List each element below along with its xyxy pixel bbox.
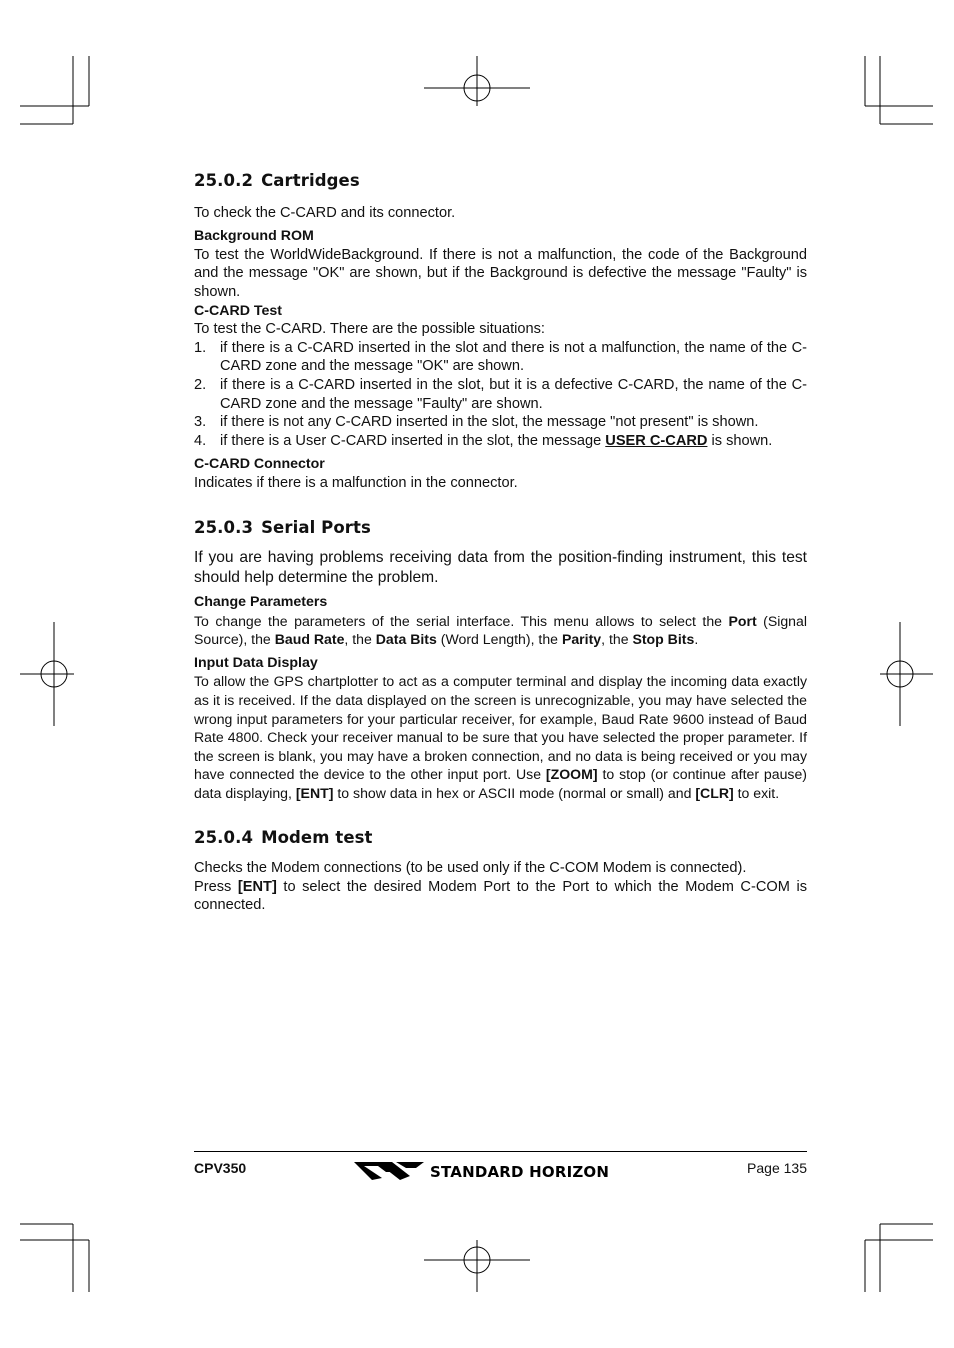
- page-content: [194, 172, 807, 915]
- ccard-test-intro: To test the C-CARD. There are the possible situations:: [194, 321, 545, 338]
- registration-target-top: [424, 56, 530, 106]
- footer-page-number: Page 135: [747, 1160, 807, 1176]
- section-heading-modem-test: 25.0.4 Modem test: [194, 827, 373, 847]
- list-item: 2. if there is a C-CARD inserted in the slot, but it is a defective C-CARD, the name of the C-CARD zone and the message "Faulty" are shown.: [194, 376, 807, 412]
- standard-horizon-logo: [352, 1158, 652, 1184]
- user-ccard-message: USER C-CARD: [605, 432, 708, 449]
- ccard-test-list: [194, 339, 807, 451]
- section-heading-cartridges: 25.0.2 Cartridges: [194, 171, 360, 190]
- footer-rule: [194, 1151, 807, 1152]
- subheading-input-data-display: Input Data Display: [194, 654, 318, 671]
- registration-target-left: [20, 622, 74, 726]
- footer-brand: STANDARD HORIZON: [430, 1163, 610, 1181]
- modem-test-line1: Checks the Modem connections (to be used only if the C-COM Modem is connected).: [194, 860, 747, 877]
- list-item: 3. if there is not any C-CARD inserted in the slot, the message "not present" is shown.: [194, 414, 759, 431]
- change-parameters-text: To change the parameters of the serial interface. This menu allows to select the Port (Signal Source), the Baud Rate, the Data Bits (Word Length), the Parity, the Stop Bits.: [194, 612, 807, 648]
- list-item: 4. if there is a User C-CARD inserted in the slot, the message USER C-CARD is shown.: [194, 432, 773, 449]
- registration-target-right: [880, 622, 933, 726]
- cartridges-intro: To check the C-CARD and its connector.: [194, 204, 456, 221]
- ccard-connector-text: Indicates if there is a malfunction in the connector.: [194, 474, 518, 491]
- serial-ports-intro: If you are having problems receiving data from the position-finding instrument, this test should help determine the problem.: [194, 549, 807, 587]
- section-heading-serial-ports: 25.0.3 Serial Ports: [194, 517, 371, 537]
- input-data-display-text: To allow the GPS chartplotter to act as a computer terminal and display the incoming data exactly as it is received. If the data displayed on the screen is unrecognizable, you may have selected the wrong input parameters for your particular receiver, for example, Baud Rate 9600 instead of Baud Rate 4800. Check your receiver manual to be sure that you have selected the proper parameter. If the screen is blank, you may have a broken connection, and no data is being received or you may have connected the device to the other input port. Use [ZOOM] to stop (or continue after pause) data displaying, [ENT] to show data in hex or ASCII mode (normal or small) and [CLR] to exit.: [194, 673, 807, 802]
- subheading-change-parameters: Change Parameters: [194, 594, 328, 611]
- modem-test-line2: Press [ENT] to select the desired Modem Port to the Port to which the Modem C-COM is connected.: [194, 878, 807, 914]
- footer-model: CPV350: [194, 1160, 247, 1176]
- subheading-ccard-connector: C-CARD Connector: [194, 456, 325, 473]
- subheading-ccard-test: C-CARD Test: [194, 302, 283, 319]
- list-item: 1. if there is a C-CARD inserted in the slot and there is not a malfunction, the name of the C-CARD zone and the message "OK" are shown.: [194, 339, 807, 375]
- subheading-background-rom: Background ROM: [194, 228, 314, 245]
- registration-target-bottom: [424, 1240, 530, 1292]
- background-rom-text: To test the WorldWideBackground. If there is not a malfunction, the code of the Background and the message "OK" are shown, but if the Background is defective the message "Faulty" is shown.: [194, 246, 807, 300]
